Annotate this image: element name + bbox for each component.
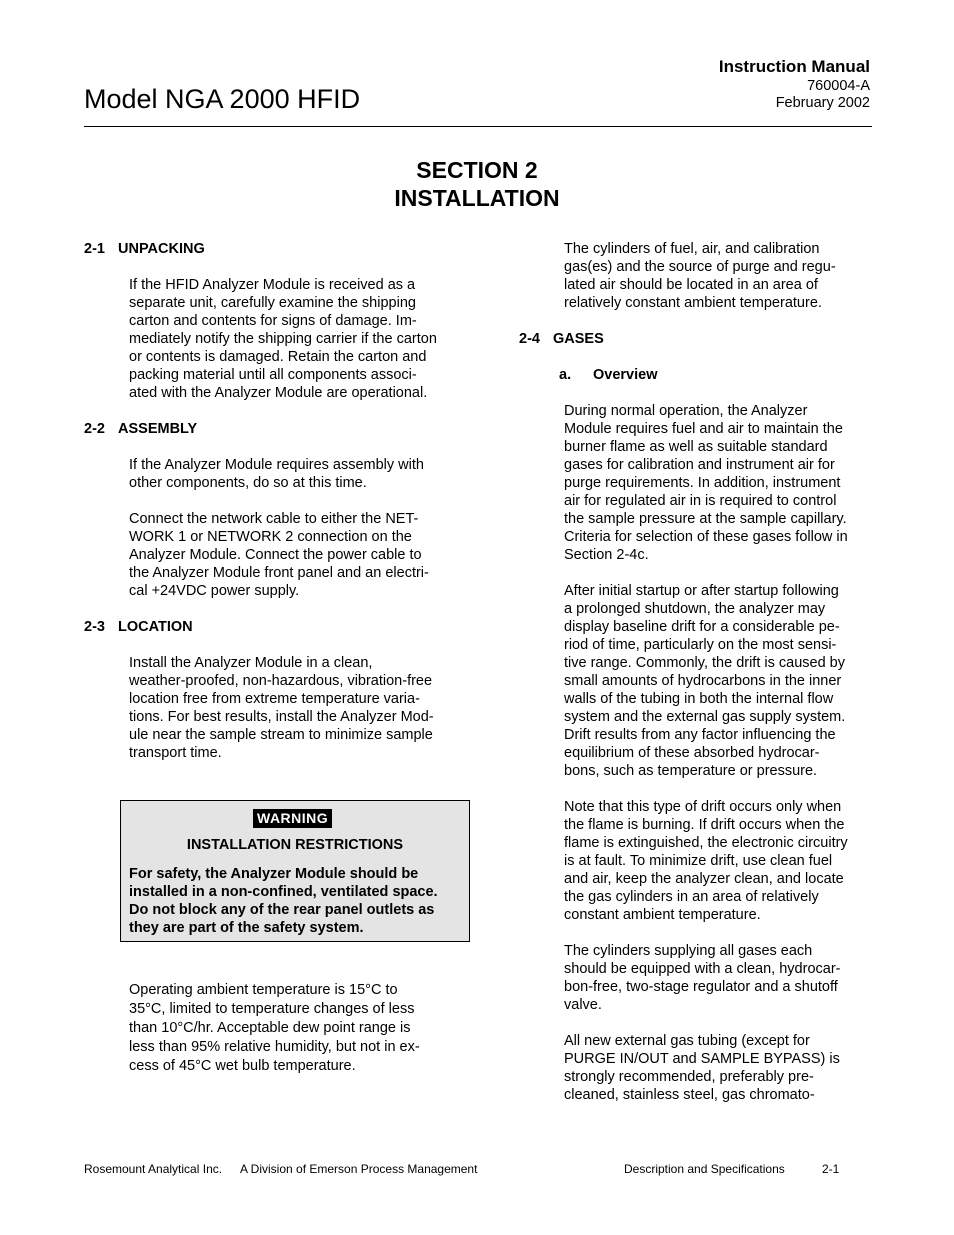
section-title <box>0 156 954 212</box>
text-line: After initial startup or after startup following <box>564 583 839 599</box>
text-line: a prolonged shutdown, the analyzer may <box>564 601 826 617</box>
text-line: packing material until all components associ- <box>129 367 417 383</box>
text-line: the flame is burning. If drift occurs when the <box>564 817 845 833</box>
text-line: installed in a non-confined, ventilated space. <box>129 884 438 900</box>
text-line: Drift results from any factor influencing the <box>564 727 836 743</box>
text-line: bon-free, two-stage regulator and a shutoff <box>564 979 838 995</box>
text-line: transport time. <box>129 745 222 761</box>
text-line: Note that this type of drift occurs only when <box>564 799 842 815</box>
text-line: For safety, the Analyzer Module should be <box>129 866 419 882</box>
text-line: cal +24VDC power supply. <box>129 583 300 599</box>
heading-number: 2-3 <box>84 619 105 635</box>
footer-company: Rosemount Analytical Inc. <box>84 1162 223 1176</box>
heading-label: UNPACKING <box>118 241 205 257</box>
text-line: lated air should be located in an area of <box>564 277 818 293</box>
text-line: cleaned, stainless steel, gas chromato- <box>564 1087 815 1103</box>
text-line: display baseline drift for a considerable pe- <box>564 619 840 635</box>
heading-gases <box>519 330 874 348</box>
right-column <box>519 240 874 1104</box>
text-line: the sample pressure at the sample capillary. <box>564 511 847 527</box>
heading-label: GASES <box>553 331 604 347</box>
text-line: Section 2-4c. <box>564 547 649 563</box>
text-line: they are part of the safety system. <box>129 920 364 936</box>
text-line: cess of 45°C wet bulb temperature. <box>129 1058 356 1074</box>
text-line: During normal operation, the Analyzer <box>564 403 808 419</box>
overview-paragraph-3 <box>564 798 874 924</box>
text-line: Operating ambient temperature is 15°C to <box>129 982 398 998</box>
text-line: Analyzer Module. Connect the power cable to <box>129 547 422 563</box>
warning-title: INSTALLATION RESTRICTIONS <box>186 837 404 853</box>
text-line: should be equipped with a clean, hydrocar- <box>564 961 841 977</box>
text-line: ule near the sample stream to minimize sample <box>129 727 433 743</box>
footer-division: A Division of Emerson Process Management <box>240 1162 478 1176</box>
text-line: and air, keep the analyzer clean, and locate <box>564 871 844 887</box>
text-line: than 10°C/hr. Acceptable dew point range is <box>129 1020 411 1036</box>
text-line: 35°C, limited to temperature changes of less <box>129 1001 415 1017</box>
text-line: gas(es) and the source of purge and regu- <box>564 259 836 275</box>
text-line: separate unit, carefully examine the shipping <box>129 295 416 311</box>
document-number: 760004-A <box>807 78 870 94</box>
text-line: Module requires fuel and air to maintain the <box>564 421 843 437</box>
text-line: ated with the Analyzer Module are operational. <box>129 385 428 401</box>
text-line: Connect the network cable to either the NET- <box>129 511 419 527</box>
unpacking-paragraph <box>129 276 484 402</box>
section-name: INSTALLATION <box>394 185 560 211</box>
text-line: the Analyzer Module front panel and an electri- <box>129 565 429 581</box>
text-line: relatively constant ambient temperature. <box>564 295 822 311</box>
warning-badge: WARNING <box>253 809 332 828</box>
text-line: tive range. Commonly, the drift is caused by <box>564 655 845 671</box>
text-line: Install the Analyzer Module in a clean, <box>129 655 373 671</box>
text-line: If the Analyzer Module requires assembly with <box>129 457 424 473</box>
subheading-overview <box>559 366 874 384</box>
cylinders-paragraph <box>564 240 874 312</box>
header-info <box>719 56 870 112</box>
text-line: is at fault. To minimize drift, use clean fuel <box>564 853 833 869</box>
text-line: small amounts of hydrocarbons in the inner <box>564 673 842 689</box>
text-line: carton and contents for signs of damage. Im- <box>129 313 417 329</box>
header-divider <box>84 126 872 127</box>
heading-label: ASSEMBLY <box>118 421 198 437</box>
text-line: air for regulated air in is required to control <box>564 493 837 509</box>
assembly-paragraph-1 <box>129 456 484 492</box>
text-line: equilibrium of these absorbed hydrocar- <box>564 745 820 761</box>
heading-number: 2-2 <box>84 421 105 437</box>
text-line: location free from extreme temperature varia- <box>129 691 420 707</box>
text-line: strongly recommended, preferably pre- <box>564 1069 814 1085</box>
text-line: other components, do so at this time. <box>129 475 367 491</box>
text-line: tions. For best results, install the Analyzer Mod- <box>129 709 434 725</box>
text-line: The cylinders supplying all gases each <box>564 943 813 959</box>
heading-location <box>84 618 484 636</box>
manual-title: Instruction Manual <box>718 57 870 76</box>
subheading-label: Overview <box>593 367 658 383</box>
text-line: the gas cylinders in an area of relatively <box>564 889 819 905</box>
text-line: gases for calibration and instrument air for <box>564 457 835 473</box>
footer-chapter: Description and Specifications <box>624 1162 785 1176</box>
location-paragraph <box>129 654 484 762</box>
overview-paragraph-4 <box>564 942 874 1014</box>
text-line: flame is extinguished, the electronic circuitry <box>564 835 848 851</box>
text-line: weather-proofed, non-hazardous, vibration-free <box>129 673 433 689</box>
overview-paragraph-5 <box>564 1032 874 1104</box>
text-line: bons, such as temperature or pressure. <box>564 763 818 779</box>
left-column <box>84 240 484 762</box>
text-line: walls of the tubing in both the internal flow <box>564 691 834 707</box>
text-line: All new external gas tubing (except for <box>564 1033 810 1049</box>
text-line: constant ambient temperature. <box>564 907 761 923</box>
warning-box <box>120 800 470 942</box>
heading-number: 2-4 <box>519 331 540 347</box>
heading-label: LOCATION <box>118 619 193 635</box>
text-line: Criteria for selection of these gases follow in <box>564 529 848 545</box>
overview-paragraph-1 <box>564 402 874 564</box>
ambient-paragraph <box>129 981 489 1076</box>
section-number: SECTION 2 <box>416 157 538 183</box>
text-line: riod of time, particularly on the most sensi- <box>564 637 837 653</box>
warning-text <box>129 865 469 937</box>
heading-number: 2-1 <box>84 241 105 257</box>
overview-paragraph-2 <box>564 582 874 780</box>
text-line: mediately notify the shipping carrier if the carton <box>129 331 437 347</box>
page-number: 2-1 <box>822 1162 840 1176</box>
text-line: If the HFID Analyzer Module is received as a <box>129 277 416 293</box>
text-line: WORK 1 or NETWORK 2 connection on the <box>129 529 412 545</box>
text-line: The cylinders of fuel, air, and calibration <box>564 241 820 257</box>
text-line: Do not block any of the rear panel outlets as <box>129 902 435 918</box>
text-line: PURGE IN/OUT and SAMPLE BYPASS) is <box>564 1051 840 1067</box>
text-line: system and the external gas supply system. <box>564 709 846 725</box>
text-line: or contents is damaged. Retain the carton and <box>129 349 427 365</box>
text-line: less than 95% relative humidity, but not in ex- <box>129 1039 420 1055</box>
assembly-paragraph-2 <box>129 510 484 600</box>
subheading-letter: a. <box>559 367 572 383</box>
document-date: February 2002 <box>775 95 870 111</box>
text-line: purge requirements. In addition, instrument <box>564 475 841 491</box>
text-line: valve. <box>564 997 602 1013</box>
heading-assembly <box>84 420 484 438</box>
heading-unpacking <box>84 240 484 258</box>
model-title: Model NGA 2000 HFID <box>84 84 361 114</box>
text-line: burner flame as well as suitable standard <box>564 439 828 455</box>
